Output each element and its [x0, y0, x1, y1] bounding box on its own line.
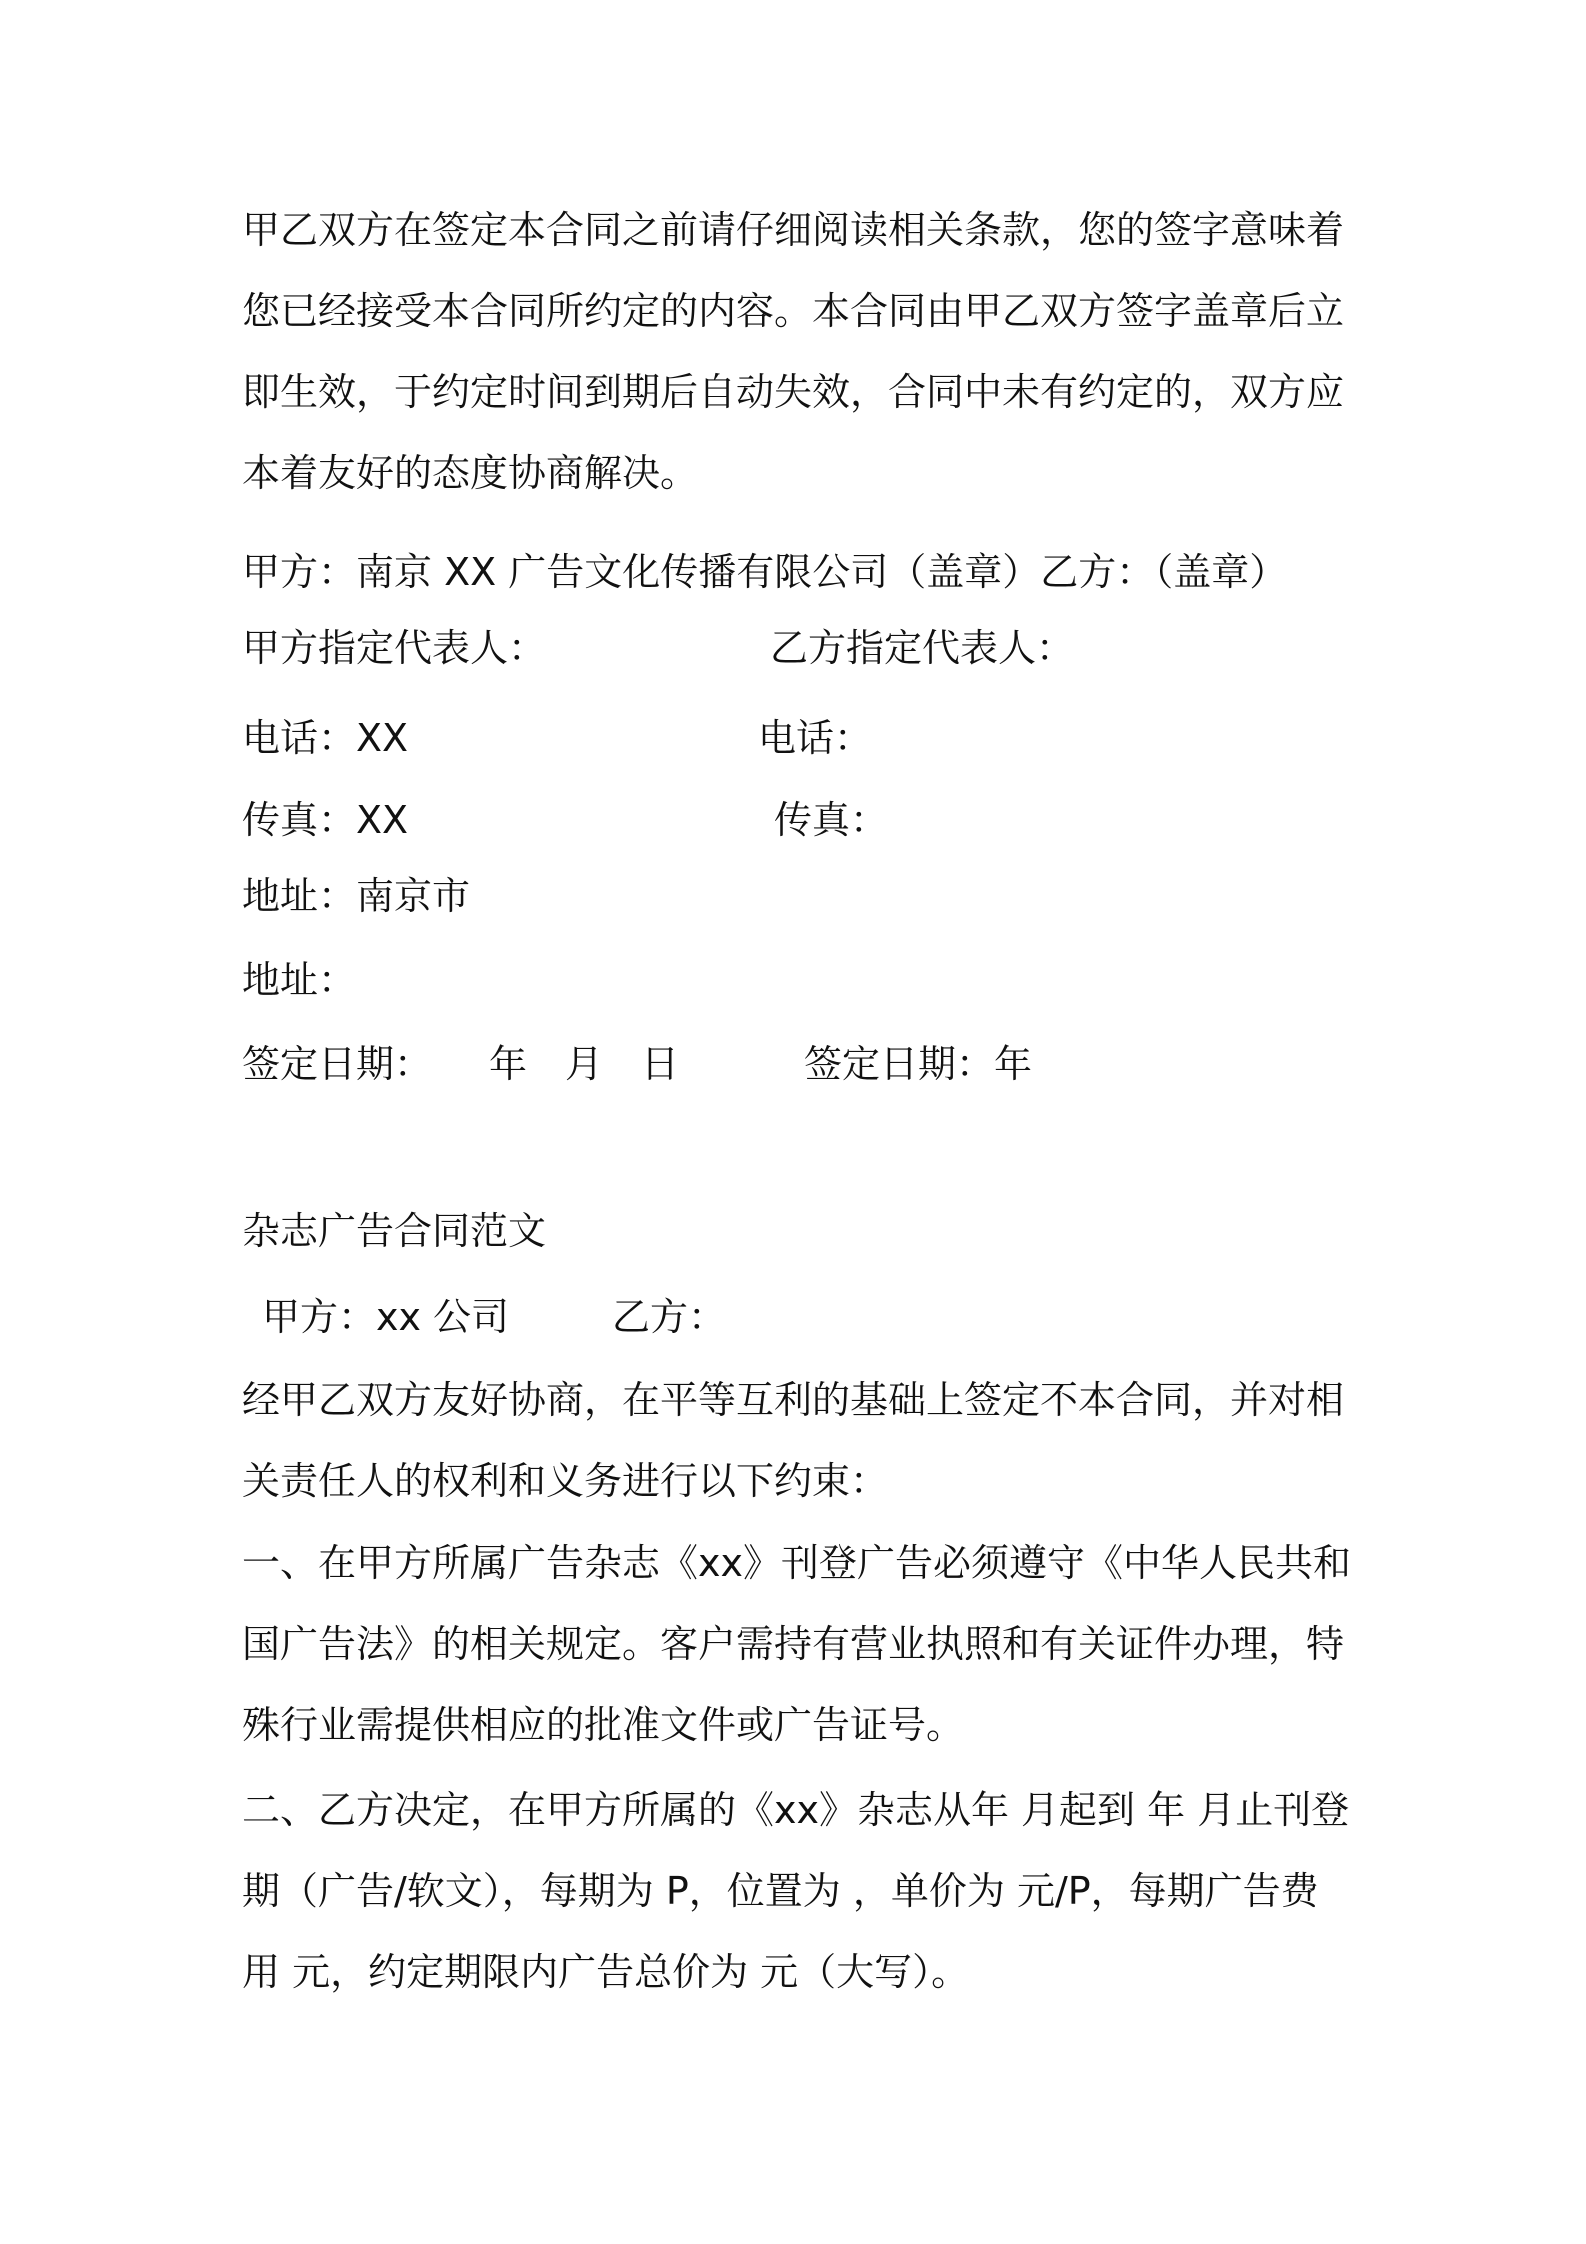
clause-1: 一、在甲方所属广告杂志《xx》刊登广告必须遵守《中华人民共和国广告法》的相关规定。客户需持有营业执照和有关证件办理，特殊行业需提供相应的批准文件或广告证号。: [242, 1541, 1351, 1747]
party-b-representative: 乙方指定代表人：: [770, 626, 1075, 670]
party-b-fax: 传真：: [774, 798, 889, 842]
party-a-company: 甲方：xx 公司: [262, 1295, 510, 1339]
party-a-sign-date: 签定日期： 年 月 日: [242, 1042, 680, 1086]
party-a-address: 地址：南京市: [242, 874, 471, 918]
party-b-phone: 电话：: [758, 716, 873, 760]
party-b-address: 地址：: [242, 958, 357, 1002]
clause-2: 二、乙方决定，在甲方所属的《xx》杂志从年 月起到 年 月止刊登 期（广告/软文），每期为 P，位置为 ，单价为 元/P，每期广告费用 元，约定期限内广告总价为 元（大写）。: [242, 1788, 1350, 1994]
section-title: 杂志广告合同范文: [242, 1209, 547, 1253]
party-b-sign-date: 签定日期：年: [804, 1042, 1033, 1086]
party-a-line: 甲方：南京 XX 广告文化传播有限公司（盖章）乙方：（盖章）: [242, 550, 1288, 594]
party-b-company: 乙方：: [612, 1295, 727, 1339]
party-a-phone: 电话：XX: [242, 716, 409, 760]
party-a-representative: 甲方指定代表人：: [242, 626, 547, 670]
intro-paragraph: 经甲乙双方友好协商，在平等互利的基础上签定不本合同，并对相关责任人的权利和义务进行以下约束：: [242, 1378, 1345, 1503]
closing-paragraph: 甲乙双方在签定本合同之前请仔细阅读相关条款，您的签字意味着您已经接受本合同所约定的内容。本合同由甲乙双方签字盖章后立即生效，于约定时间到期后自动失效，合同中未有约定的，双方应本着友好的态度协商解决。: [242, 208, 1345, 495]
party-a-fax: 传真：XX: [242, 798, 409, 842]
